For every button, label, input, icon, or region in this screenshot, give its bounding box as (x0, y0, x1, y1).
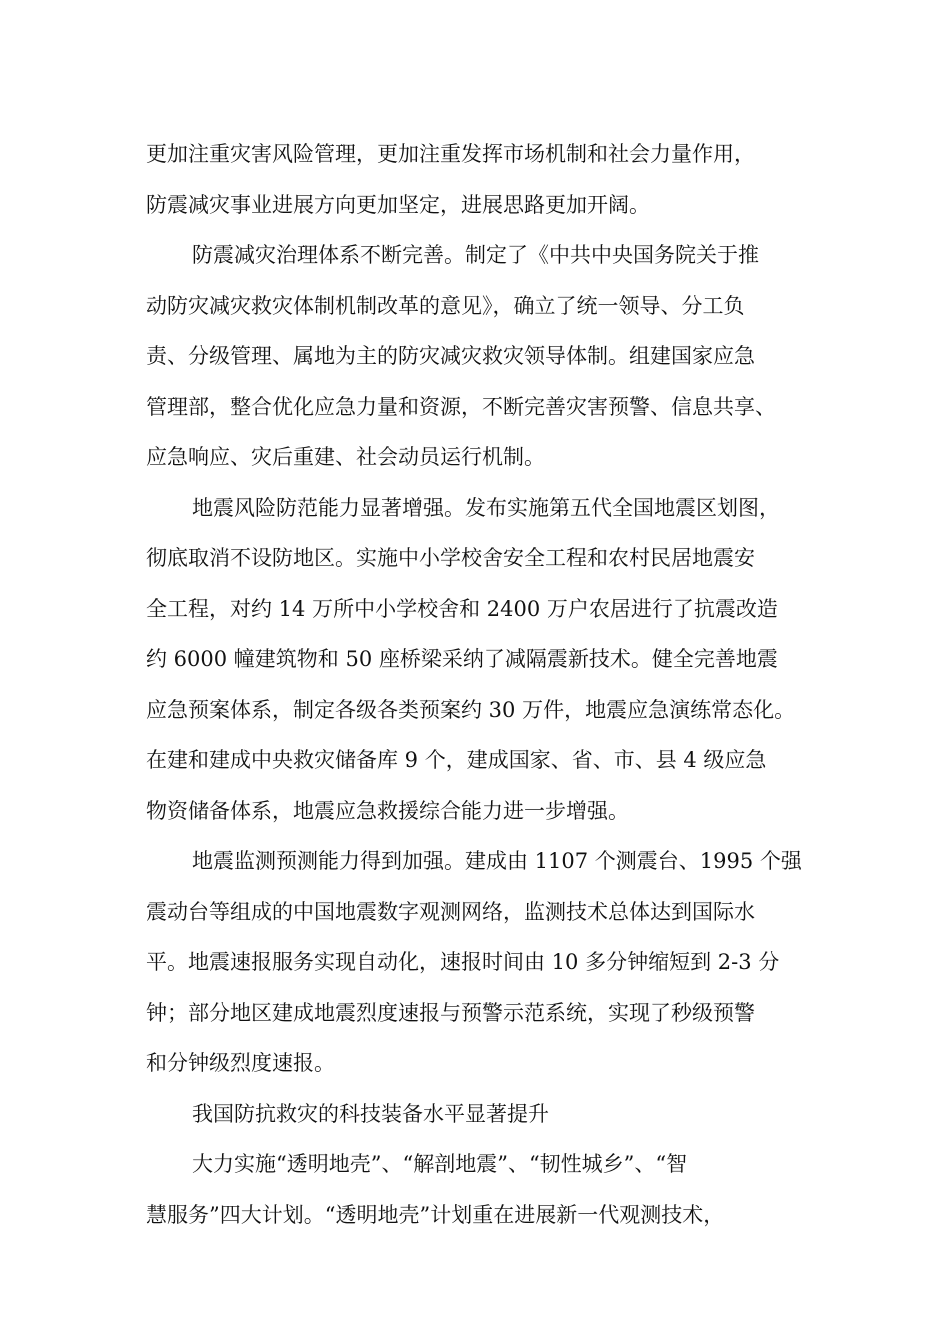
text-line: 彻底取消不设防地区。实施中小学校舍安全工程和农村民居地震安 (146, 546, 755, 570)
text-line: 在建和建成中央救灾储备库 9 个，建成国家、省、市、县 4 级应急 (146, 748, 767, 772)
text-line: 钟；部分地区建成地震烈度速报与预警示范系统，实现了秒级预警 (146, 1000, 755, 1025)
paragraph-start-line: 防震减灾治理体系不断完善。制定了《中共中央国务院关于推 (192, 243, 759, 267)
section-heading: 我国防抗救灾的科技装备水平显著提升 (192, 1101, 549, 1126)
paragraph-start-line: 大力实施“透明地壳”、“解剖地震”、“韧性城乡”、“智 (192, 1152, 688, 1176)
paragraph-start-line: 地震监测预测能力得到加强。建成由 1107 个测震台、1995 个强 (192, 849, 802, 873)
text-line: 防震减灾事业进展方向更加坚定，进展思路更加开阔。 (146, 192, 650, 217)
text-line: 动防灾减灾救灾体制机制改革的意见》，确立了统一领导、分工负 (146, 293, 745, 318)
text-line: 全工程，对约 14 万所中小学校舍和 2400 万户农居进行了抗震改造 (146, 596, 778, 621)
text-line: 更加注重灾害风险管理，更加注重发挥市场机制和社会力量作用， (146, 142, 755, 166)
text-line: 应急响应、灾后重建、社会动员运行机制。 (146, 445, 545, 469)
text-line: 责、分级管理、属地为主的防灾减灾救灾领导体制。组建国家应急 (146, 344, 755, 368)
text-line: 震动台等组成的中国地震数字观测网络，监测技术总体达到国际水 (146, 899, 755, 924)
text-line: 平。地震速报服务实现自动化，速报时间由 10 多分钟缩短到 2-3 分 (146, 950, 780, 974)
text-line: 物资储备体系，地震应急救援综合能力进一步增强。 (146, 798, 629, 823)
body-text (146, 129, 806, 1240)
text-line: 管理部，整合优化应急力量和资源，不断完善灾害预警、信息共享、 (146, 394, 776, 419)
text-line: 慧服务”四大计划。“透明地壳”计划重在进展新一代观测技术， (146, 1202, 725, 1227)
paragraph-start-line: 地震风险防范能力显著增强。发布实施第五代全国地震区划图， (192, 495, 780, 520)
text-line: 和分钟级烈度速报。 (146, 1051, 335, 1075)
text-line: 应急预案体系，制定各级各类预案约 30 万件，地震应急演练常态化。 (146, 697, 796, 722)
text-line: 约 6000 幢建筑物和 50 座桥梁采纳了减隔震新技术。健全完善地震 (146, 647, 778, 671)
